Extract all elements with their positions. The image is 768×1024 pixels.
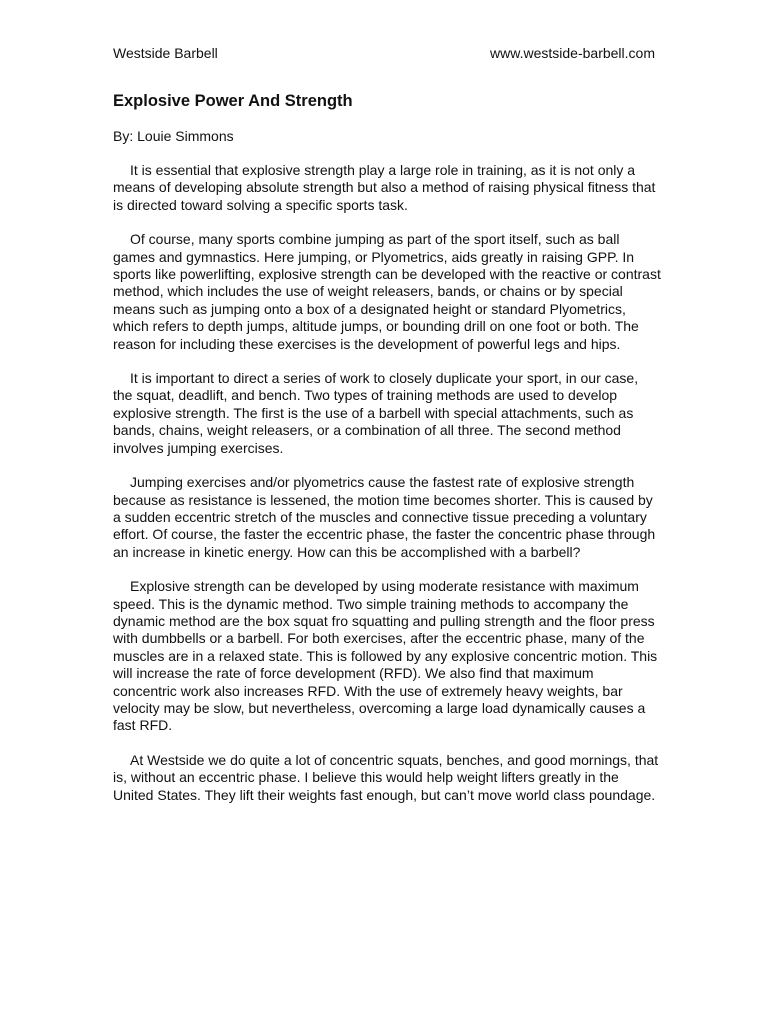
- article-paragraph: It is essential that explosive strength play a large role in training, as it is not only a means of developing absolute strength but also a method of raising physical fitness that is directed toward solving a specific sports task.: [113, 162, 656, 213]
- header-publisher: Westside Barbell: [113, 45, 218, 61]
- header-website: www.westside-barbell.com: [490, 45, 655, 61]
- article-paragraph: Jumping exercises and/or plyometrics cause the fastest rate of explosive strength because as resistance is lessened, the motion time becomes shorter. This is caused by a sudden eccentric stretch of the muscles and connective tissue preceding a voluntary effort. Of course, the faster the eccentric phase, the faster the concentric phase through an increase in kinetic energy. How can this be accomplished with a barbell?: [113, 474, 656, 560]
- article-paragraph: It is important to direct a series of work to closely duplicate your sport, in our case, the squat, deadlift, and bench. Two types of training methods are used to develop explosive strength. The first is the use of a barbell with special attachments, such as bands, chains, weight releasers, or a combination of all three. The second method involves jumping exercises.: [113, 370, 639, 456]
- article-body: [113, 162, 661, 821]
- article-byline: By: Louie Simmons: [113, 128, 234, 144]
- article-title: Explosive Power And Strength: [113, 92, 353, 110]
- article-paragraph: Explosive strength can be developed by using moderate resistance with maximum speed. This is the dynamic method. Two simple training methods to accompany the dynamic method are the box squat fro squatting and pulling strength and the floor press with dumbbells or a barbell. For both exercises, after the eccentric phase, many of the muscles are in a relaxed state. This is followed by any explosive concentric motion. This will increase the rate of force development (RFD). We also find that maximum concentric work also increases RFD. With the use of extremely heavy weights, bar velocity may be slow, but nevertheless, overcoming a large load dynamically causes a fast RFD.: [113, 578, 658, 734]
- article-paragraph: At Westside we do quite a lot of concentric squats, benches, and good mornings, that is, without an eccentric phase. I believe this would help weight lifters greatly in the United States. They lift their weights fast enough, but can’t move world class poundage.: [113, 751, 659, 803]
- article-paragraph: Of course, many sports combine jumping as part of the sport itself, such as ball games and gymnastics. Here jumping, or Plyometrics, aids greatly in raising GPP. In sports like powerlifting, explosive strength can be developed with the reactive or contrast method, which includes the use of weight releasers, bands, or chains or by special means such as jumping onto a box of a designated height or standard Plyometrics, which refers to depth jumps, altitude jumps, or bounding drill on one foot or both. The reason for including these exercises is the development of powerful legs and hips.: [113, 231, 661, 352]
- page-header: [113, 44, 655, 62]
